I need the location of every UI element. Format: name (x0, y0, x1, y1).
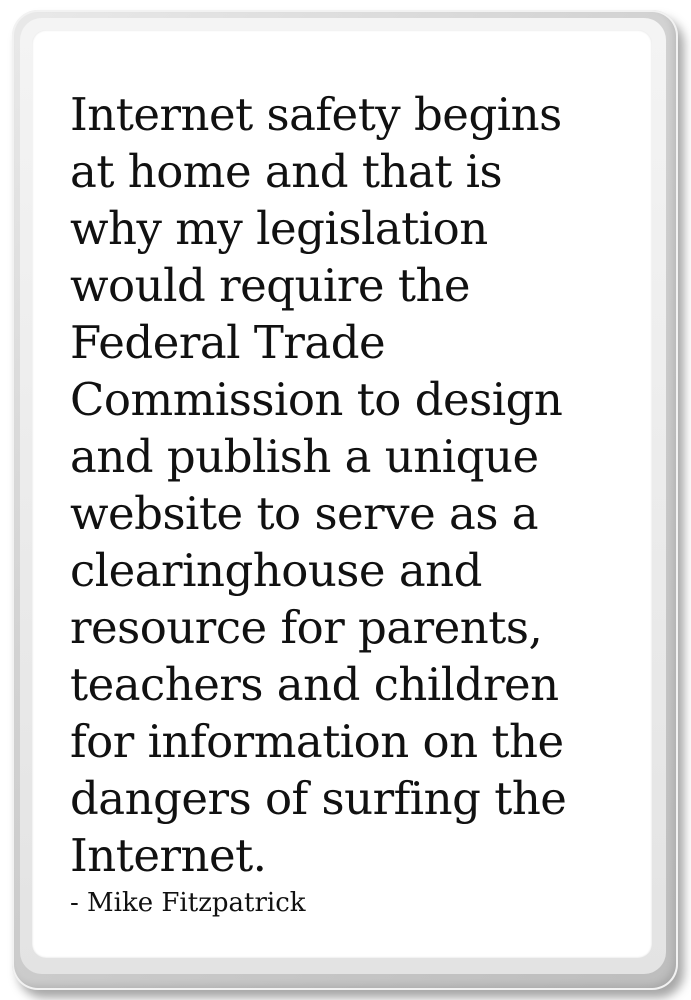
quote-line: clearinghouse and (70, 544, 482, 597)
quote-line: at home and that is (70, 145, 503, 198)
quote-line: Commission to design (70, 373, 563, 426)
quote-line: Internet safety begins (70, 88, 562, 141)
quote-line: why my legislation (70, 202, 488, 255)
quote-line: resource for parents, (70, 601, 543, 654)
quote-line: dangers of surfing the (70, 772, 567, 825)
quote-line: Internet. (70, 829, 267, 882)
quote-author: - Mike Fitzpatrick (70, 888, 306, 918)
quote-text (70, 86, 630, 884)
quote-line: website to serve as a (70, 487, 539, 540)
quote-line: would require the (70, 259, 471, 312)
quote-line: Federal Trade (70, 316, 386, 369)
quote-line: and publish a unique (70, 430, 539, 483)
quote-line: for information on the (70, 715, 564, 768)
quote-line: teachers and children (70, 658, 559, 711)
